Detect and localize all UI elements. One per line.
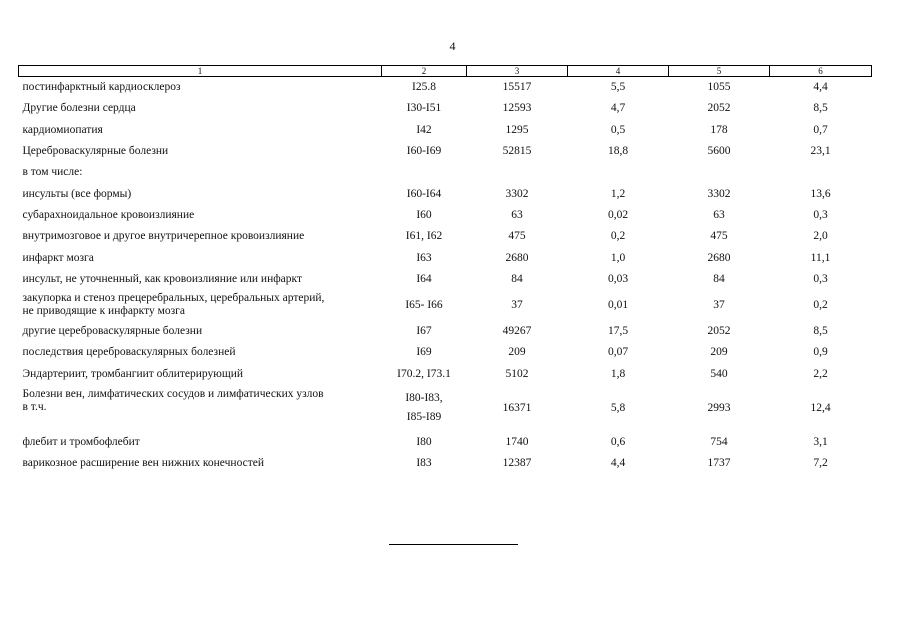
table-row	[19, 385, 872, 432]
value-col4	[568, 162, 669, 183]
table-row	[19, 205, 872, 226]
value-col4: 0,2	[610, 230, 626, 243]
disease-name: Другие болезни сердца	[22, 102, 136, 115]
value-col4: 0,07	[607, 346, 629, 359]
column-header: 5	[669, 66, 770, 77]
table-row	[19, 432, 872, 453]
footnote-separator	[389, 544, 518, 545]
value-col6: 0,3	[813, 272, 828, 285]
table-row	[19, 120, 872, 141]
value-col6: 7,2	[813, 457, 828, 470]
value-col6: 13,6	[810, 187, 831, 200]
value-col6: 8,5	[813, 102, 828, 115]
disease-name: последствия цереброваскулярных болезней	[22, 346, 236, 359]
column-header: 3	[467, 66, 568, 77]
icd-code: I63	[416, 251, 432, 264]
icd-code: I60	[416, 208, 432, 221]
table-row	[19, 162, 872, 183]
value-col4: 1,2	[610, 187, 626, 200]
statistics-table	[18, 65, 872, 474]
page-number: 4	[449, 39, 456, 53]
disease-name: внутримозговое и другое внутричерепное кровоизлияние	[22, 230, 305, 243]
disease-name-line: закупорка и стеноз прецеребральных, церебральных артерий,	[22, 292, 325, 305]
value-col3: 3302	[505, 187, 529, 200]
table-row	[19, 269, 872, 290]
disease-name: Эндартериит, тромбангиит облитерирующий	[22, 367, 244, 380]
value-col3: 84	[511, 272, 523, 285]
value-col5: 2052	[707, 325, 731, 338]
icd-code: I42	[416, 123, 432, 136]
table-row	[19, 141, 872, 162]
value-col5: 754	[710, 436, 728, 448]
value-col4: 5,5	[610, 81, 626, 94]
icd-code: I65- I66	[405, 298, 443, 311]
icd-code	[382, 162, 467, 183]
icd-code: I69	[416, 346, 432, 359]
table-row	[19, 321, 872, 342]
icd-code: I67	[416, 325, 432, 338]
value-col4: 18,8	[607, 145, 629, 158]
value-col4: 1,8	[610, 367, 626, 380]
value-col6: 2,2	[813, 367, 828, 380]
icd-code: I80	[416, 436, 432, 448]
value-col4: 17,5	[607, 325, 629, 338]
value-col6: 4,4	[813, 81, 828, 94]
table-row	[19, 342, 872, 363]
disease-name: субарахноидальное кровоизлияние	[22, 208, 195, 221]
column-header: 6	[770, 66, 872, 77]
disease-name	[19, 385, 382, 432]
value-col5: 1737	[707, 457, 731, 470]
icd-code: I70.2, I73.1	[397, 367, 451, 380]
value-col4: 4,7	[610, 102, 626, 115]
disease-name-line: Болезни вен, лимфатических сосудов и лимфатических узлов	[22, 387, 324, 400]
disease-name-line: в т.ч.	[22, 400, 47, 413]
value-col6: 0,2	[813, 298, 828, 311]
value-col6	[770, 162, 872, 183]
value-col6: 0,3	[813, 208, 828, 221]
value-col3: 209	[508, 346, 526, 359]
icd-code-line: I80-I83,	[405, 392, 443, 405]
value-col3: 52815	[502, 145, 532, 158]
disease-name: варикозное расширение вен нижних конечностей	[22, 457, 264, 470]
icd-code: I25.8	[412, 81, 436, 94]
value-col3: 12387	[502, 457, 532, 470]
value-col6: 11,1	[810, 251, 831, 264]
value-col4: 4,4	[610, 457, 626, 470]
disease-name: Цереброваскулярные болезни	[22, 145, 169, 158]
value-col5: 178	[710, 123, 728, 136]
disease-name: постинфарктный кардиосклероз	[22, 81, 181, 94]
value-col4: 0,5	[610, 123, 626, 136]
value-col3: 16371	[502, 401, 532, 414]
value-col5: 37	[713, 298, 725, 311]
table-row	[19, 247, 872, 268]
table-row	[19, 77, 872, 99]
icd-code-line: I85-I89	[406, 411, 442, 424]
value-col6: 12,4	[810, 401, 831, 414]
value-col3: 37	[511, 298, 523, 311]
value-col6: 8,5	[813, 325, 828, 338]
disease-name: инфаркт мозга	[22, 251, 94, 264]
value-col6: 3,1	[813, 436, 828, 448]
value-col5: 2052	[707, 102, 731, 115]
icd-code: I61, I62	[405, 230, 443, 243]
value-col5: 84	[713, 272, 725, 285]
column-header: 1	[19, 66, 382, 77]
value-col3: 475	[508, 230, 526, 243]
value-col4: 5,8	[610, 401, 626, 414]
value-col6: 0,7	[813, 123, 828, 136]
disease-name: кардиомиопатия	[22, 123, 103, 136]
disease-name: другие цереброваскулярные болезни	[22, 325, 203, 338]
value-col3: 63	[511, 208, 523, 221]
value-col5: 209	[710, 346, 728, 359]
value-col5: 2680	[707, 251, 731, 264]
icd-code	[382, 385, 467, 432]
column-header: 4	[568, 66, 669, 77]
value-col3: 2680	[505, 251, 529, 264]
value-col5: 63	[713, 208, 725, 221]
table-row	[19, 290, 872, 321]
table-row	[19, 226, 872, 247]
table-header-row	[19, 66, 872, 77]
value-col3: 1740	[505, 436, 529, 448]
icd-code: I83	[416, 457, 432, 470]
disease-name-line: не приводящие к инфаркту мозга	[22, 305, 185, 318]
value-col4: 0,02	[607, 208, 629, 221]
value-col5	[669, 162, 770, 183]
value-col3: 1295	[505, 123, 529, 136]
value-col4: 0,01	[607, 298, 629, 311]
disease-name	[19, 290, 382, 321]
table-row	[19, 364, 872, 385]
icd-code: I64	[416, 272, 432, 285]
column-header: 2	[382, 66, 467, 77]
value-col4: 0,03	[607, 272, 629, 285]
disease-name: флебит и тромбофлебит	[22, 436, 140, 448]
value-col6: 2,0	[813, 230, 828, 243]
value-col3: 5102	[505, 367, 529, 380]
icd-code: I60-I64	[406, 187, 442, 200]
value-col5: 3302	[707, 187, 731, 200]
value-col5: 475	[710, 230, 728, 243]
value-col5: 5600	[707, 145, 731, 158]
value-col6: 0,9	[813, 346, 828, 359]
value-col3: 12593	[502, 102, 532, 115]
section-label: в том числе:	[22, 166, 83, 179]
table-row	[19, 453, 872, 474]
value-col3	[467, 162, 568, 183]
value-col3: 15517	[502, 81, 532, 94]
disease-name: инсульт, не уточненный, как кровоизлияние или инфаркт	[22, 272, 302, 285]
icd-code: I30-I51	[406, 102, 442, 115]
value-col6: 23,1	[810, 145, 831, 158]
value-col4: 0,6	[610, 436, 626, 448]
value-col4: 1,0	[610, 251, 626, 264]
value-col5: 1055	[707, 81, 731, 94]
table-row	[19, 183, 872, 204]
icd-code: I60-I69	[406, 145, 442, 158]
table-row	[19, 98, 872, 119]
value-col3: 49267	[502, 325, 532, 338]
value-col5: 2993	[707, 401, 731, 414]
value-col5: 540	[710, 367, 728, 380]
disease-name: инсульты (все формы)	[22, 187, 132, 200]
